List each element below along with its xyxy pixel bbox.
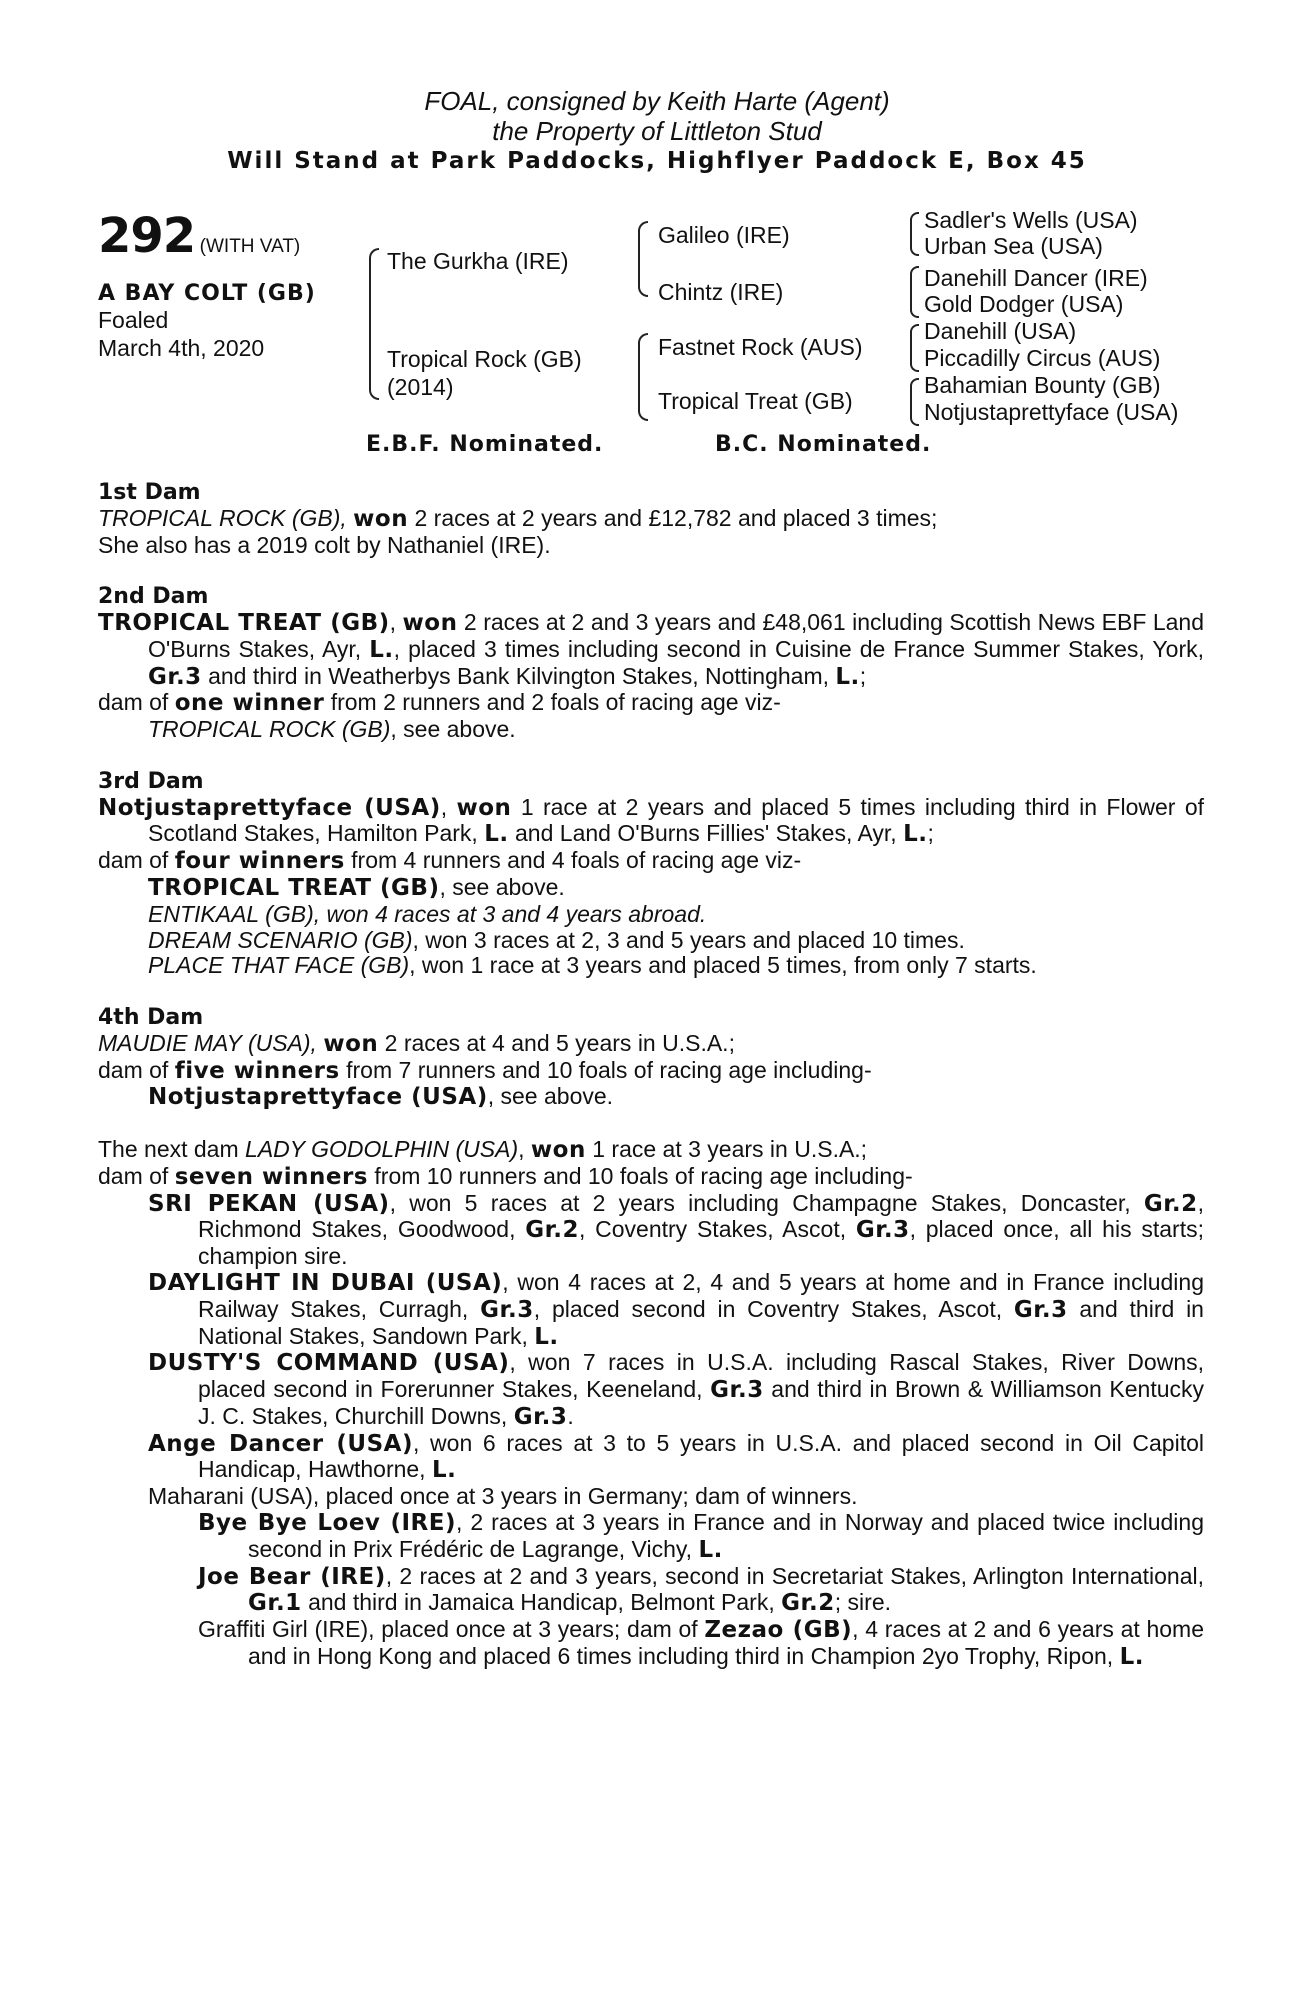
maharani-progeny-joe-bear: Joe Bear (IRE), 2 races at 2 and 3 years, second in Secretariat Stakes, Arlington International, Gr.1 and third in Jamaica Handicap, Belmont Park, Gr.2; sire.: [198, 1562, 1205, 1617]
pedigree-dam-year: (2014): [387, 374, 454, 400]
third-dam-progeny-1: TROPICAL TREAT (GB), see above.: [148, 873, 565, 901]
lot-number-block: [98, 208, 300, 264]
third-dam-heading: 3rd Dam: [98, 768, 204, 794]
maharani-progeny-graffiti: Graffiti Girl (IRE), placed once at 3 years; dam of Zezao (GB), 4 races at 2 and 6 years at home and in Hong Kong and placed 6 times including third in Champion 2yo Trophy, Ripon, L.: [198, 1616, 1204, 1671]
next-dam-progeny-dusty: DUSTY'S COMMAND (USA), won 7 races in U.S.A. including Rascal Stakes, River Downs, placed second in Forerunner Stakes, Keeneland, Gr.3 and third in Brown & Williamson Kentucky J. C. Stakes, Churchill Downs, Gr.3.: [148, 1349, 1204, 1430]
second-dam-produce: dam of one winner from 2 runners and 2 foals of racing age viz-: [98, 689, 781, 717]
pedigree-grandsire-1: Galileo (IRE): [658, 222, 790, 248]
maharani-progeny-bye-bye: Bye Bye Loev (IRE), 2 races at 3 years in France and in Norway and placed twice including second in Prix Frédéric de Lagrange, Vichy, L.: [198, 1509, 1204, 1563]
fourth-dam-produce: dam of five winners from 7 runners and 10 foals of racing age including-: [98, 1056, 872, 1084]
fourth-dam-heading: 4th Dam: [98, 1004, 204, 1030]
pedigree-grandsire-2: Fastnet Rock (AUS): [658, 334, 863, 360]
ebf-nominated: E.B.F. Nominated.: [366, 432, 604, 457]
pedigree-ggs-8: Notjustaprettyface (USA): [924, 399, 1179, 425]
consignor-line: FOAL, consigned by Keith Harte (Agent): [424, 86, 890, 116]
ggen-brace-2: [910, 266, 919, 318]
sire-line-brace: [638, 221, 648, 297]
property-line: the Property of Littleton Stud: [492, 116, 822, 146]
pedigree-ggs-1: Sadler's Wells (USA): [924, 207, 1138, 233]
pedigree-dam: Tropical Rock (GB): [387, 346, 582, 372]
fourth-dam-progeny-1: Notjustaprettyface (USA), see above.: [148, 1083, 614, 1111]
bc-nominated: B.C. Nominated.: [715, 432, 932, 457]
third-dam-progeny-4: PLACE THAT FACE (GB), won 1 race at 3 years and placed 5 times, from only 7 starts.: [148, 952, 1037, 979]
dam-line-brace: [638, 333, 648, 421]
first-dam-heading: 1st Dam: [98, 480, 201, 505]
foaled-label: Foaled: [98, 307, 169, 333]
pedigree-ggs-2: Urban Sea (USA): [924, 233, 1103, 259]
foaled-date: March 4th, 2020: [98, 335, 265, 361]
stabling-line: Will Stand at Park Paddocks, Highflyer Paddock E, Box 45: [227, 148, 1087, 174]
next-dam-record: The next dam LADY GODOLPHIN (USA), won 1 race at 3 years in U.S.A.;: [98, 1135, 868, 1163]
pedigree-granddam-1: Chintz (IRE): [658, 279, 784, 305]
produce-record: [98, 480, 1204, 1671]
ggen-brace-1: [910, 212, 919, 256]
pedigree-ggs-7: Bahamian Bounty (GB): [924, 372, 1161, 398]
third-dam-record: Notjustaprettyface (USA), won 1 race at 2 years and placed 5 times including third in Flower of Scotland Stakes, Hamilton Park, L. and Land O'Burns Fillies' Stakes, Ayr, L.;: [98, 793, 1205, 848]
next-dam-progeny-maharani: Maharani (USA), placed once at 3 years in Germany; dam of winners.: [148, 1483, 858, 1510]
second-dam-record: TROPICAL TREAT (GB), won 2 races at 2 and 3 years and £48,061 including Scottish News EBF Land O'Burns Stakes, Ayr, L., placed 3 times including second in Cuisine de France Summer Stakes, York, Gr.3 and third in Weatherbys Bank Kilvington Stakes, Nottingham, L.;: [98, 608, 1205, 690]
second-dam-heading: 2nd Dam: [98, 584, 209, 610]
next-dam-progeny-sri-pekan: SRI PEKAN (USA), won 5 races at 2 years including Champagne Stakes, Doncaster, Gr.2, Richmond Stakes, Goodwood, Gr.2, Coventry Stakes, Ascot, Gr.3, placed once, all his starts; champion sire.: [148, 1189, 1204, 1270]
lot-number: 292: [98, 208, 196, 264]
next-dam-progeny-ange: Ange Dancer (USA), won 6 races at 3 to 5 years in U.S.A. and placed second in Oil Capitol Handicap, Hawthorne, L.: [148, 1429, 1204, 1484]
ggen-brace-3: [910, 324, 919, 372]
ggen-brace-4: [910, 378, 919, 426]
lot-name: A BAY COLT (GB): [98, 281, 316, 306]
pedigree-ggs-3: Danehill Dancer (IRE): [924, 265, 1148, 291]
first-dam-record: TROPICAL ROCK (GB), won 2 races at 2 years and £12,782 and placed 3 times;: [98, 504, 938, 532]
sire-dam-brace: [369, 248, 379, 400]
next-dam-produce: dam of seven winners from 10 runners and 10 foals of racing age including-: [98, 1162, 913, 1190]
pedigree-ggs-4: Gold Dodger (USA): [924, 291, 1124, 317]
fourth-dam-record: MAUDIE MAY (USA), won 2 races at 4 and 5 years in U.S.A.;: [98, 1029, 735, 1057]
pedigree-ggs-6: Piccadilly Circus (AUS): [924, 345, 1161, 371]
second-dam-progeny-1: TROPICAL ROCK (GB), see above.: [148, 716, 516, 743]
third-dam-progeny-3: DREAM SCENARIO (GB), won 3 races at 2, 3 and 5 years and placed 10 times.: [148, 926, 965, 953]
pedigree-ggs-5: Danehill (USA): [924, 318, 1077, 344]
third-dam-produce: dam of four winners from 4 runners and 4 foals of racing age viz-: [98, 847, 802, 875]
vat-label: (WITH VAT): [199, 236, 301, 257]
third-dam-progeny-2: ENTIKAAL (GB), won 4 races at 3 and 4 years abroad.: [148, 900, 707, 927]
next-dam-progeny-daylight: DAYLIGHT IN DUBAI (USA), won 4 races at 2, 4 and 5 years at home and in France including Railway Stakes, Curragh, Gr.3, placed second in Coventry Stakes, Ascot, Gr.3 and third in National Stakes, Sandown Park, L.: [148, 1268, 1204, 1350]
pedigree-granddam-2: Tropical Treat (GB): [658, 388, 853, 414]
pedigree-sire: The Gurkha (IRE): [387, 248, 569, 274]
first-dam-note: She also has a 2019 colt by Nathaniel (IRE).: [98, 531, 551, 558]
